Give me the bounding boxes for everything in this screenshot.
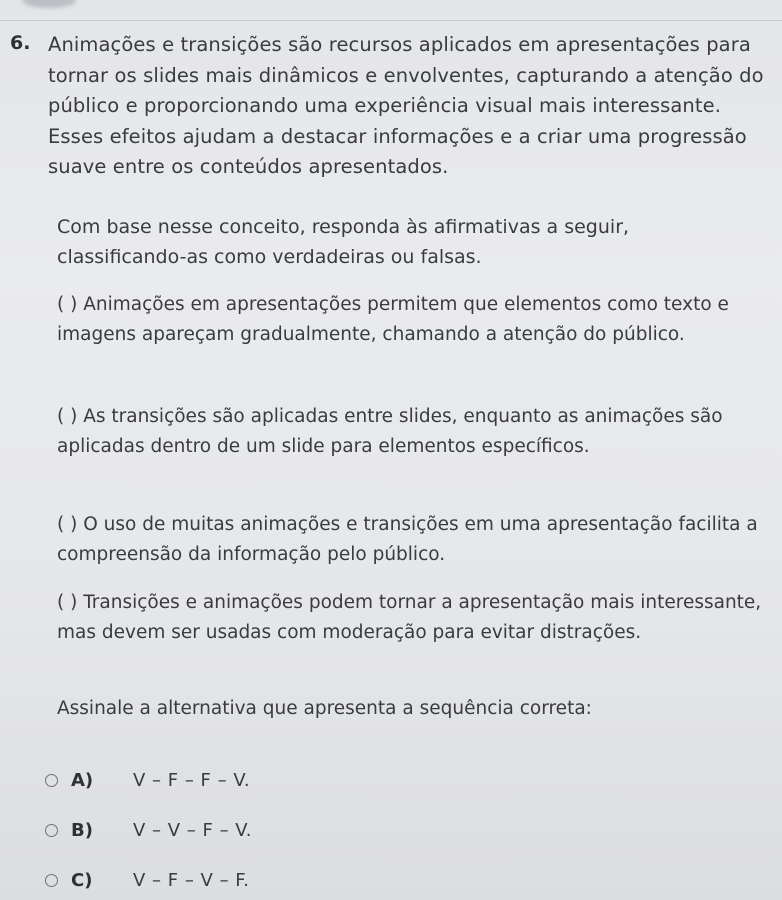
option-c-text: V – F – V – F. (133, 869, 250, 891)
statement-1: ( ) Animações em apresentações permitem que elementos como texto e imagens apareçam gradualmente, chamando a atenção do público. (57, 294, 729, 345)
option-b[interactable] (45, 816, 252, 844)
statement-2: ( ) As transições são aplicadas entre slides, enquanto as animações são aplicadas dentro de um slide para elementos específicos. (57, 406, 723, 457)
radio-option-c[interactable] (45, 874, 58, 887)
radio-option-b[interactable] (45, 824, 58, 837)
option-c[interactable] (45, 866, 250, 894)
statement-4: ( ) Transições e animações podem tornar a apresentação mais interessante, mas devem ser usadas com moderação para evitar distrações. (57, 592, 762, 643)
option-a-letter: A) (71, 769, 94, 791)
decorative-smudge (22, 0, 76, 8)
statement-3: ( ) O uso de muitas animações e transições em uma apresentação facilita a compreensão da informação pelo público. (57, 514, 758, 565)
top-divider (0, 20, 782, 21)
option-b-letter: B) (71, 819, 93, 841)
option-a-text: V – F – F – V. (133, 769, 251, 791)
question-number: 6. (10, 32, 31, 54)
option-a[interactable] (45, 766, 250, 794)
question-stem: Animações e transições são recursos aplicados em apresentações para tornar os slides mais dinâmicos e envolventes, capturando a atenção do público e proporcionando uma experiência visual mais interessante. Esses efeitos ajudam a destacar informações e a criar uma progressão suave entre os conteúdos apresentados. (48, 33, 764, 178)
answer-prompt: Assinale a alternativa que apresenta a sequência correta: (57, 698, 592, 719)
option-b-text: V – V – F – V. (133, 819, 253, 841)
question-instruction: Com base nesse conceito, responda às afirmativas a seguir, classificando-as como verdadeiras ou falsas. (57, 216, 630, 268)
radio-option-a[interactable] (45, 774, 58, 787)
option-c-letter: C) (71, 869, 93, 891)
